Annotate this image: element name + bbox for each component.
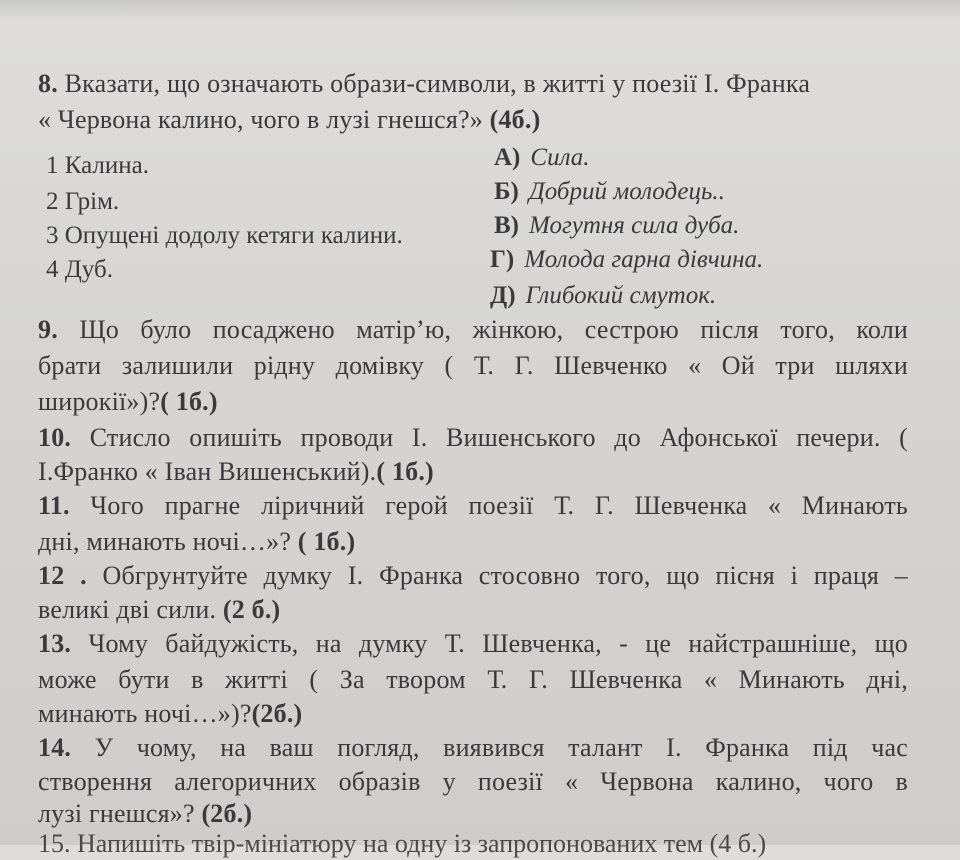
- q11-points: ( 1б.): [297, 527, 356, 556]
- q9-points: ( 1б.): [160, 387, 218, 416]
- q9-line2: [38, 350, 908, 382]
- q8-points: (4б.): [489, 105, 541, 134]
- q14-number: 14.: [38, 733, 72, 762]
- q14-text-line1: У чому, на ваш погляд, виявився талант І. Франка під час: [94, 733, 908, 762]
- q9-number: 9.: [38, 315, 58, 344]
- q8-right-text-a: Сила.: [530, 144, 590, 171]
- q12-number: 12 .: [38, 561, 87, 590]
- q8-right-item-v: [494, 210, 739, 242]
- q14-line1: [38, 732, 908, 764]
- q8-right-item-g: [490, 244, 763, 276]
- q8-right-letter-g: Г): [490, 246, 515, 273]
- q13-line2: [38, 664, 908, 696]
- q10-number: 10.: [38, 423, 72, 452]
- q10-text-line2: І.Франко « Іван Вишенський).: [38, 457, 377, 486]
- q12-text-line1: Обгрунтуйте думку І. Франка стосовно того, що пісня і праця –: [102, 561, 909, 590]
- q8-right-item-a: [494, 142, 590, 174]
- q8-text-line2: « Червона калино, чого в лузі гнешся?»: [38, 105, 490, 134]
- q8-right-text-v: Могутня сила дуба.: [529, 212, 740, 239]
- q8-right-letter-a: А): [494, 144, 521, 171]
- q8-right-text-g: Молода гарна дівчина.: [524, 246, 764, 273]
- q8-left-item-3: 3 Опущені додолу кетяги калини.: [46, 222, 403, 249]
- q8-left-item-4: 4 Дуб.: [46, 256, 113, 283]
- q11-text-line1: Чого прагне ліричний герой поезії Т. Г. Шевченка « Минають: [90, 491, 908, 520]
- q9-text-line1: Що було посаджено матір’ю, жінкою, сестрою після того, коли: [79, 315, 909, 344]
- q8-right-text-d: Глибокий смуток.: [525, 282, 717, 309]
- q14-points: (2б.): [201, 799, 253, 828]
- q14-text-line3: лузі гнешся»?: [38, 799, 202, 828]
- q11-text-line2: дні, минають ночі…»?: [38, 527, 298, 556]
- q13-text-line2: може бути в житті ( За твором Т. Г. Шевченка « Минають дні,: [38, 665, 908, 694]
- q8-right-item-b: [494, 176, 725, 208]
- q8-right-letter-d: Д): [490, 282, 516, 309]
- q8-line1: [38, 68, 810, 100]
- q8-right-item-d: [490, 280, 716, 312]
- q14-text-line2: створення алегоричних образів у поезії « Червона калино, чого в: [38, 767, 908, 796]
- q11-line2: [38, 526, 355, 558]
- q15-cut-line: 15. Напишіть твір-мініатюру на одну із запропонованих тем (4 б.): [38, 829, 767, 858]
- q10-points: ( 1б.): [376, 457, 434, 486]
- q13-line1: [38, 628, 908, 660]
- q10-text-line1: Стисло опишіть проводи І. Вишенського до Афонської печери. (: [89, 423, 908, 452]
- q8-left-item-1: 1 Калина.: [46, 152, 149, 179]
- q13-text-line1: Чому байдужість, на думку Т. Шевченка, - це найстрашніше, що: [88, 629, 908, 658]
- q13-text-line3: минають ночі…»)?: [38, 699, 252, 728]
- page-edge-shadow: [0, 0, 960, 20]
- q12-text-line2: великі дві сили.: [38, 595, 223, 624]
- q12-line2: [38, 594, 280, 626]
- q10-line2: [38, 456, 434, 488]
- q10-line1: [38, 422, 908, 454]
- q8-number: 8.: [38, 69, 58, 98]
- q9-line3: [38, 386, 218, 418]
- q14-line3: [38, 798, 252, 830]
- q9-text-line2: брати залишили рідну домівку ( Т. Г. Шевченко « Ой три шляхи: [38, 351, 908, 380]
- q9-text-line3: широкії»)?: [38, 387, 161, 416]
- q14-line2: [38, 766, 908, 798]
- q8-left-item-2: 2 Грім.: [46, 188, 120, 215]
- q12-points: (2 б.): [222, 595, 281, 624]
- q13-line3: [38, 698, 302, 730]
- q8-line2: [38, 104, 540, 136]
- q13-number: 13.: [38, 629, 72, 658]
- q8-right-text-b: Добрий молодець..: [528, 178, 725, 205]
- q13-points: (2б.): [251, 699, 303, 728]
- q11-number: 11.: [38, 491, 70, 520]
- q8-text-line1: Вказати, що означають образи-символи, в житті у поезії І. Франка: [64, 69, 811, 98]
- q8-right-letter-v: В): [494, 212, 519, 239]
- q11-line1: [38, 490, 908, 522]
- q8-right-letter-b: Б): [494, 178, 519, 205]
- q12-line1: [38, 560, 908, 592]
- q9-line1: [38, 314, 908, 346]
